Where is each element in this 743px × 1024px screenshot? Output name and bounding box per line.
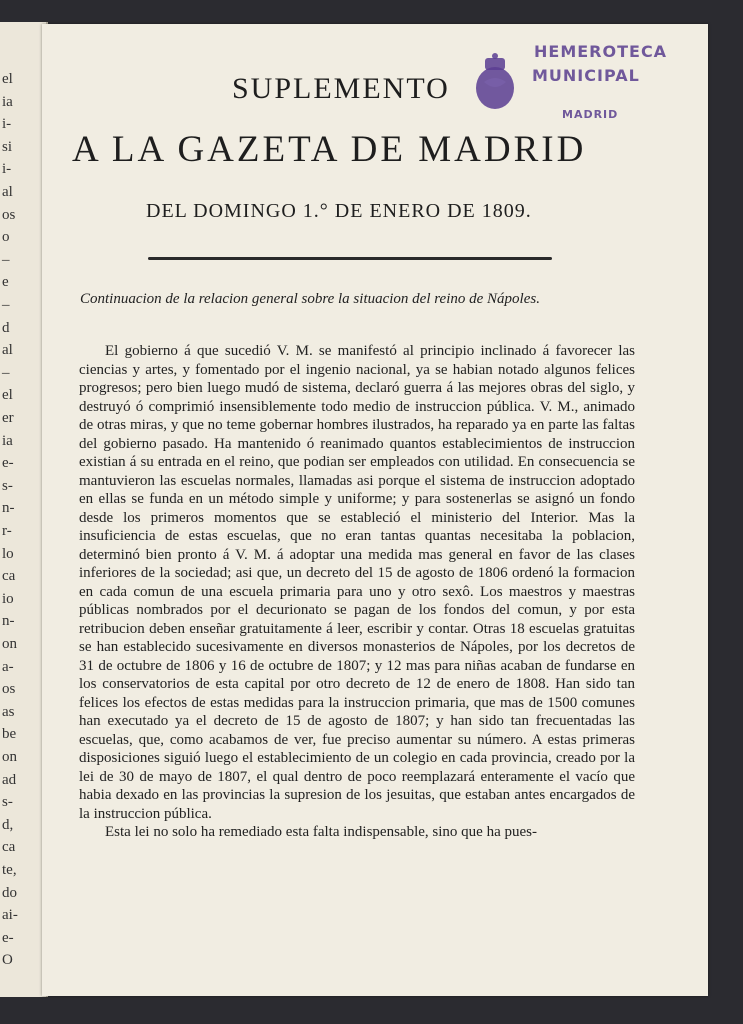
left-page-fragment: ad [2,771,17,788]
crest-icon [472,52,518,112]
header-rule [148,257,552,260]
left-page-fragment: – [2,251,10,268]
left-page-fragment: ia [2,432,13,449]
left-page-fragment: a- [2,658,14,675]
article-subheading: Continuacion de la relacion general sobre la situacion del reino de Nápoles. [80,291,540,307]
left-page-fragment: al [2,184,13,200]
left-page-fragment: e- [2,455,14,472]
left-page-fragment: r- [2,523,12,539]
left-page-fragment: ai- [2,907,18,924]
left-page-fragment: – [2,364,10,381]
left-page-fragment: el [2,71,13,87]
left-page-fragment: on [2,636,17,652]
left-page-fragment: n- [2,500,15,517]
left-page-fragment: e- [2,929,14,946]
article-body [79,342,635,842]
stamp-line-3: MADRID [562,108,619,121]
left-page-fragment: n- [2,613,15,630]
stamp-line-2: MUNICIPAL [532,66,640,85]
left-page-fragment: o [2,229,10,246]
library-stamp [472,38,682,128]
left-page-fragment: i- [2,116,12,133]
title-supplement: SUPLEMENTO [232,72,450,105]
left-page-fragment: ca [2,568,16,585]
newspaper-page [42,24,708,996]
left-page-fragment: os [2,206,16,223]
left-page-fragment: O [2,952,13,969]
stamp-line-1: HEMEROTECA [534,42,668,61]
left-page-fragment: as [2,703,15,720]
title-gazette: A LA GAZETA DE MADRID [72,129,587,170]
issue-date: DEL DOMINGO 1.° DE ENERO DE 1809. [146,200,532,222]
left-page-fragment: el [2,387,13,404]
left-page-edge [0,22,48,997]
left-page-fragment: ia [2,93,13,110]
left-page-fragment: – [2,297,10,313]
left-page-fragment: si [2,138,13,155]
left-page-fragment: er [2,410,14,426]
left-page-fragment: ca [2,839,16,856]
left-page-fragment: on [2,749,17,765]
left-page-fragment: d, [2,816,14,833]
article-paragraph: Esta lei no solo ha remediado esta falta indispensable, sino que ha pues- [105,824,537,840]
left-page-fragment: lo [2,545,14,562]
left-page-fragment: d [2,319,10,336]
left-page-fragment: io [2,590,14,607]
left-page-fragment: i- [2,161,12,178]
left-page-fragment: e [2,274,9,291]
left-page-fragment: al [2,342,13,359]
left-page-fragment: s- [2,794,13,811]
left-page-fragment: s- [2,477,13,494]
left-page-fragment: os [2,681,16,698]
left-page-fragment: do [2,884,17,901]
article-paragraph: El gobierno á que sucedió V. M. se manifestó al principio inclinado á favorecer las ciencias y artes, y fomentado por el ingenio nacional, ya se habian notado algunos felices progresos; pero bien luego mudó de sistema, declaró guerra á las mejores obras del siglo, y destruyó ó comprimió insensiblemente todo medio de instruccion pública. V. M., animado de otras miras, y que no teme gobernar hombres ilustrados, ha reparado ya en parte las faltas del gobierno pasado. Ha mantenido ó reanimado quantos establecimientos de instruccion existian á su entrada en el reino, que podian ser empleados con utilidad. En consecuencia se mantuvieron las escuelas normales, llamadas asi porque el sistema de instruccion adoptado en ellas se funda en un método simple y uniforme; y para sostenerlas se asignó un fondo desde los primeros momentos que se estableció el ministerio del Interior. Mas la insuficiencia de estas escuelas, que no eran tantas quantas necesitaba la poblacion, determinó bien pronto á V. M. á adoptar una medida mas general en favor de las clases inferiores de la sociedad; asi que, un decreto del 15 de agosto de 1806 ordenó la formacion en cada comun de una escuela primaria para uno y otro sexô. Los maestros y maestras públicas nombrados por el decurionato se pagan de los fondos del comun, y por esta retribucion deben enseñar gratuitamente á leer, escribir y contar. Otras 18 escuelas gratuitas se han establecido sucesivamente en diversos monasterios de Nápoles, por los decretos de 31 de octubre de 1806 y 16 de octubre de 1807; y 12 mas para niñas acaban de fundarse en los conservatorios de esta capital por otro decreto de 12 de enero de 1808. Han sido tan felices los efectos de estas medidas para la instruccion primaria, que mas de 1500 comunes han executado ya el decreto de 15 de agosto de 1807; y han sido tan frecuentadas las escuelas, que, como acabamos de ver, fue preciso aumentar su número. A estas primeras disposiciones siguió luego el establecimiento de un colegio en cada provincia, creado por la lei de 30 de mayo de 1807, el qual dentro de poco reemplazará enteramente el vacío que habia dexado en las provincias la supresion de los jesuitas, que estaban antes encargados de la instruccion pública. [79,343,635,822]
left-page-fragment: be [2,726,17,743]
left-page-fragment: te, [2,862,17,878]
